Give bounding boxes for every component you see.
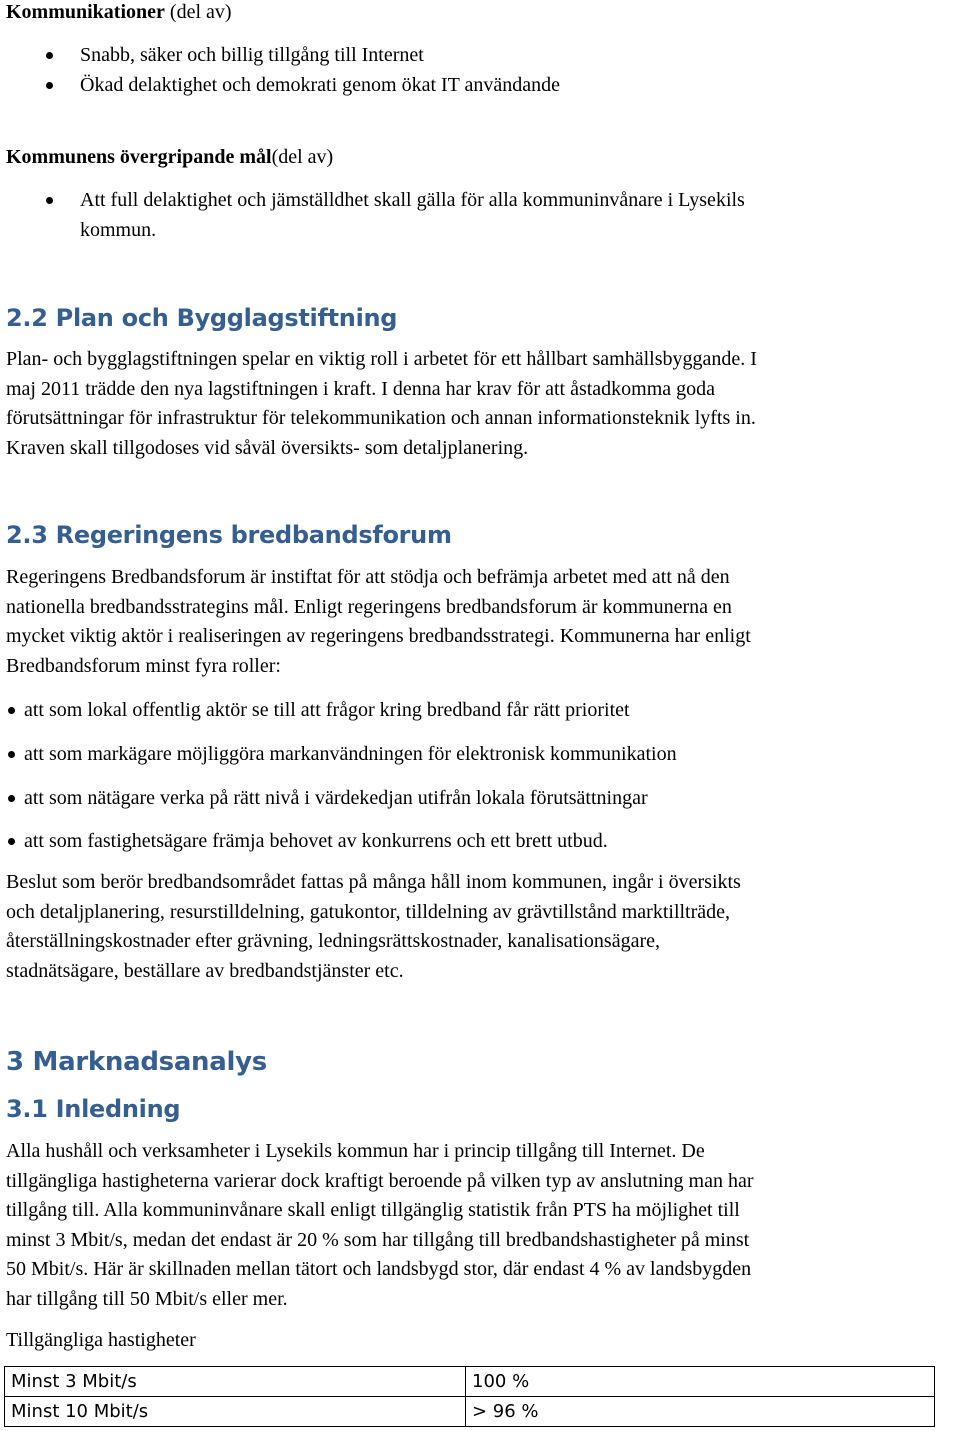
section-3-title: 3 Marknadsanalys (6, 1047, 267, 1077)
paragraph-line: minst 3 Mbit/s, medan det endast är 20 % som har tillgång till bredbandshastigheter på minst (6, 1228, 750, 1251)
table-caption-text: Tillgängliga hastigheter (6, 1329, 196, 1351)
table-caption (6, 1326, 956, 1356)
list-item: att som fastighetsägare främja behovet av konkurrens och ett brett utbud. (0, 827, 608, 855)
table-cell-share: 100 % (466, 1367, 935, 1397)
speed-table (4, 1366, 935, 1427)
goals-heading-rest: (del av) (271, 146, 334, 168)
section-3-1-title: 3.1 Inledning (6, 1095, 181, 1123)
list-item (0, 185, 745, 245)
table-row (5, 1397, 935, 1427)
paragraph-line: återställningskostnader efter grävning, ledningsrättskostnader, kanalisationsägare, (6, 930, 660, 952)
section-2-2-title: 2.2 Plan och Bygglagstiftning (6, 304, 398, 332)
list-item: att som nätägare verka på rätt nivå i värdekedjan utifrån lokala förutsättningar (0, 784, 648, 812)
paragraph-line: förutsättningar för infrastruktur för telekommunikation och annan informationsteknik lyfts in. (6, 407, 756, 429)
paragraph-line: stadnätsägare, beställare av bredbandstjänster etc. (6, 959, 404, 982)
list-item: Ökad delaktighet och demokrati genom ökat IT användande (0, 70, 560, 100)
goal-line-1: Att full delaktighet och jämställdhet skall gälla för alla kommuninvånare i Lysekils (80, 189, 745, 211)
list-item: Snabb, säker och billig tillgång till Internet (0, 40, 560, 70)
paragraph-line: tillgängliga hastigheterna varierar dock kraftigt beroende på vilken typ av anslutning man har (6, 1169, 754, 1192)
paragraph-line: Alla hushåll och verksamheter i Lysekils kommun har i princip tillgång till Internet. De (6, 1140, 705, 1162)
paragraph-line: och detaljplanering, resurstilldelning, gatukontor, tilldelning av grävtillstånd marktillträde, (6, 900, 731, 923)
paragraph-line: nationella bredbandsstrategins mål. Enligt regeringens bredbandsforum är kommunerna en (6, 595, 732, 618)
list-item: att som lokal offentlig aktör se till att frågor kring bredband får rätt prioritet (0, 696, 630, 724)
komm-list (0, 40, 560, 100)
goals-heading (6, 145, 333, 169)
goals-heading-bold: Kommunens övergripande mål (6, 146, 272, 168)
paragraph-line: Kraven skall tillgodoses vid såväl översikts- som detaljplanering. (6, 436, 529, 459)
table-cell-share: > 96 % (466, 1397, 935, 1427)
komm-heading-bold: Kommunikationer (6, 1, 165, 23)
paragraph-line: Regeringens Bredbandsforum är instiftat för att stödja och befrämja arbetet med att nå den (6, 566, 730, 588)
section-2-3-title: 2.3 Regeringens bredbandsforum (6, 521, 452, 549)
paragraph-line: Beslut som berör bredbandsområdet fattas på många håll inom kommunen, ingår i översikts (6, 871, 741, 893)
table-cell-speed: Minst 10 Mbit/s (5, 1397, 466, 1427)
paragraph-line: har tillgång till 50 Mbit/s eller mer. (6, 1287, 288, 1310)
goals-list (0, 185, 745, 245)
goal-line-2: kommun. (80, 219, 157, 241)
komm-heading-rest: (del av) (164, 1, 232, 23)
table-row (5, 1367, 935, 1397)
paragraph-line: Bredbandsforum minst fyra roller: (6, 654, 281, 677)
paragraph-line: Plan- och bygglagstiftningen spelar en viktig roll i arbetet för ett hållbart samhällsbyggande. I (6, 348, 757, 370)
paragraph-line: tillgång till. Alla kommuninvånare skall enligt tillgänglig statistik från PTS ha möjlighet till (6, 1199, 740, 1221)
komm-heading (6, 0, 232, 24)
section-2-2-paragraph (6, 345, 956, 463)
section-2-3-closing (6, 868, 956, 986)
section-3-1-paragraph (6, 1137, 956, 1314)
paragraph-line: 50 Mbit/s. Här är skillnaden mellan tätort och landsbygd stor, där endast 4 % av landsbygden (6, 1258, 752, 1280)
section-2-3-intro (6, 563, 956, 681)
paragraph-line: maj 2011 trädde den nya lagstiftningen i kraft. I denna har krav för att åstadkomma goda (6, 377, 716, 400)
paragraph-line: mycket viktig aktör i realiseringen av regeringens bredbandsstrategi. Kommunerna har enligt (6, 625, 751, 647)
table-cell-speed: Minst 3 Mbit/s (5, 1367, 466, 1397)
list-item: att som markägare möjliggöra markanvändningen för elektronisk kommunikation (0, 740, 677, 768)
